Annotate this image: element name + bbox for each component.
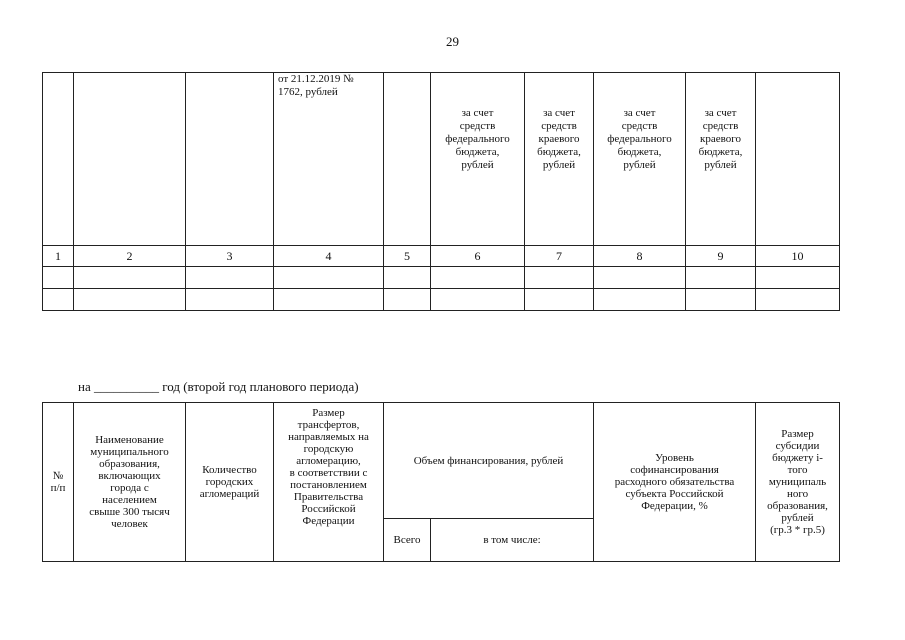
header-7-line: рублей bbox=[542, 159, 576, 171]
column-number: 7 bbox=[525, 246, 594, 267]
header-8-line: средств bbox=[621, 120, 658, 132]
column-number: 3 bbox=[186, 246, 274, 267]
empty-cell bbox=[525, 289, 594, 311]
empty-cell bbox=[74, 267, 186, 289]
funding-volume-header: Объем финансирования, рублей bbox=[384, 403, 594, 519]
header-line: п/п bbox=[50, 482, 66, 494]
section-title: на __________ год (второй год планового периода) bbox=[78, 379, 359, 394]
header-cell-3 bbox=[186, 73, 274, 246]
empty-cell bbox=[384, 289, 431, 311]
header-4-line: от 21.12.2019 № bbox=[278, 73, 354, 85]
empty-cell bbox=[594, 267, 686, 289]
header-cell-6 bbox=[431, 73, 525, 246]
header-7-line: средств bbox=[541, 120, 577, 132]
header-line: городскую bbox=[303, 443, 354, 455]
subsidy-size-header bbox=[756, 403, 840, 562]
header-line: образования, bbox=[767, 500, 828, 512]
header-7-line: за счет bbox=[543, 107, 575, 119]
header-line: субсидии bbox=[775, 440, 820, 452]
header-cell-5 bbox=[384, 73, 431, 246]
header-cell-9 bbox=[686, 73, 756, 246]
agglomeration-count-header bbox=[186, 403, 274, 562]
header-8-line: федерального bbox=[607, 133, 672, 145]
empty-cell bbox=[43, 289, 74, 311]
header-line: ного bbox=[786, 488, 809, 500]
empty-cell bbox=[594, 289, 686, 311]
header-line: свыше 300 тысяч bbox=[89, 506, 170, 518]
column-number: 4 bbox=[274, 246, 384, 267]
header-line: № bbox=[52, 470, 64, 482]
planning-year-table bbox=[42, 402, 840, 562]
header-9-line: средств bbox=[702, 120, 739, 132]
header-line: софинансирования bbox=[630, 464, 719, 476]
header-cell-10 bbox=[756, 73, 840, 246]
header-line: агломерацию, bbox=[296, 455, 361, 467]
row-number-header bbox=[43, 403, 74, 562]
empty-cell bbox=[274, 267, 384, 289]
header-line: Уровень bbox=[655, 452, 694, 464]
header-line: того bbox=[787, 464, 808, 476]
header-4-line: 1762, рублей bbox=[278, 86, 338, 98]
header-line: включающих bbox=[98, 470, 161, 482]
empty-cell bbox=[186, 289, 274, 311]
header-line: (гр.3 * гр.5) bbox=[770, 524, 825, 536]
header-cell-2 bbox=[74, 73, 186, 246]
header-row bbox=[43, 403, 840, 519]
header-6-line: средств bbox=[459, 120, 496, 132]
header-line: Федерации bbox=[302, 515, 355, 527]
header-cell-7 bbox=[525, 73, 594, 246]
header-line: Федерации, % bbox=[641, 500, 708, 512]
header-6-line: бюджета, bbox=[455, 146, 500, 158]
header-line: рублей bbox=[781, 512, 814, 524]
header-line: муниципаль bbox=[768, 476, 827, 488]
empty-cell bbox=[43, 267, 74, 289]
header-9-line: за счет bbox=[704, 107, 737, 119]
empty-cell bbox=[431, 289, 525, 311]
empty-cell bbox=[186, 267, 274, 289]
empty-cell bbox=[756, 267, 840, 289]
header-6-line: федерального bbox=[445, 133, 510, 145]
header-8-line: за счет bbox=[623, 107, 656, 119]
empty-cell bbox=[274, 289, 384, 311]
empty-cell bbox=[686, 289, 756, 311]
header-line: муниципального bbox=[90, 446, 169, 458]
column-number: 10 bbox=[756, 246, 840, 267]
total-header: Всего bbox=[384, 519, 431, 562]
header-cell-8 bbox=[594, 73, 686, 246]
table-row bbox=[43, 267, 840, 289]
header-6-line: рублей bbox=[461, 159, 494, 171]
header-9-line: краевого bbox=[700, 133, 741, 145]
table-row bbox=[43, 289, 840, 311]
header-6-line: за счет bbox=[461, 107, 494, 119]
column-number: 6 bbox=[431, 246, 525, 267]
header-line: субъекта Российской bbox=[625, 488, 724, 500]
column-number: 1 bbox=[43, 246, 74, 267]
empty-cell bbox=[74, 289, 186, 311]
municipality-name-header bbox=[74, 403, 186, 562]
empty-cell bbox=[431, 267, 525, 289]
header-line: городских bbox=[205, 476, 254, 488]
header-line: Наименование bbox=[95, 434, 164, 446]
header-line: Размер bbox=[781, 428, 814, 440]
empty-cell bbox=[686, 267, 756, 289]
column-number: 2 bbox=[74, 246, 186, 267]
continuation-table bbox=[42, 72, 840, 311]
header-line: в соответствии с bbox=[289, 467, 368, 479]
header-line: образования, bbox=[99, 458, 160, 470]
header-8-line: бюджета, bbox=[617, 146, 662, 158]
cofinancing-level-header bbox=[594, 403, 756, 562]
including-header: в том числе: bbox=[431, 519, 594, 562]
header-7-line: краевого bbox=[538, 133, 580, 145]
header-line: Количество bbox=[202, 464, 257, 476]
header-line: человек bbox=[111, 518, 148, 530]
header-8-line: рублей bbox=[623, 159, 656, 171]
header-line: бюджету i- bbox=[772, 452, 823, 464]
header-line: расходного обязательства bbox=[614, 476, 735, 488]
column-number: 5 bbox=[384, 246, 431, 267]
empty-cell bbox=[525, 267, 594, 289]
header-line: Размер bbox=[312, 407, 345, 419]
column-number-row bbox=[43, 246, 840, 267]
header-cell-4 bbox=[274, 73, 384, 246]
header-line: трансфертов, bbox=[297, 419, 360, 431]
empty-cell bbox=[384, 267, 431, 289]
column-number: 8 bbox=[594, 246, 686, 267]
empty-cell bbox=[756, 289, 840, 311]
page-number: 29 bbox=[446, 34, 459, 49]
header-line: Правительства bbox=[293, 491, 364, 503]
header-cell-1 bbox=[43, 73, 74, 246]
header-line: постановлением bbox=[290, 479, 367, 491]
header-9-line: рублей bbox=[704, 159, 737, 171]
transfer-size-header bbox=[274, 403, 384, 562]
header-9-line: бюджета, bbox=[698, 146, 743, 158]
header-line: населением bbox=[102, 494, 157, 506]
header-line: направляемых на bbox=[288, 431, 369, 443]
header-7-line: бюджета, bbox=[537, 146, 581, 158]
header-line: города с bbox=[110, 482, 149, 494]
column-number: 9 bbox=[686, 246, 756, 267]
header-line: Российской bbox=[301, 503, 356, 515]
header-row bbox=[43, 73, 840, 246]
header-line: агломераций bbox=[199, 488, 260, 500]
